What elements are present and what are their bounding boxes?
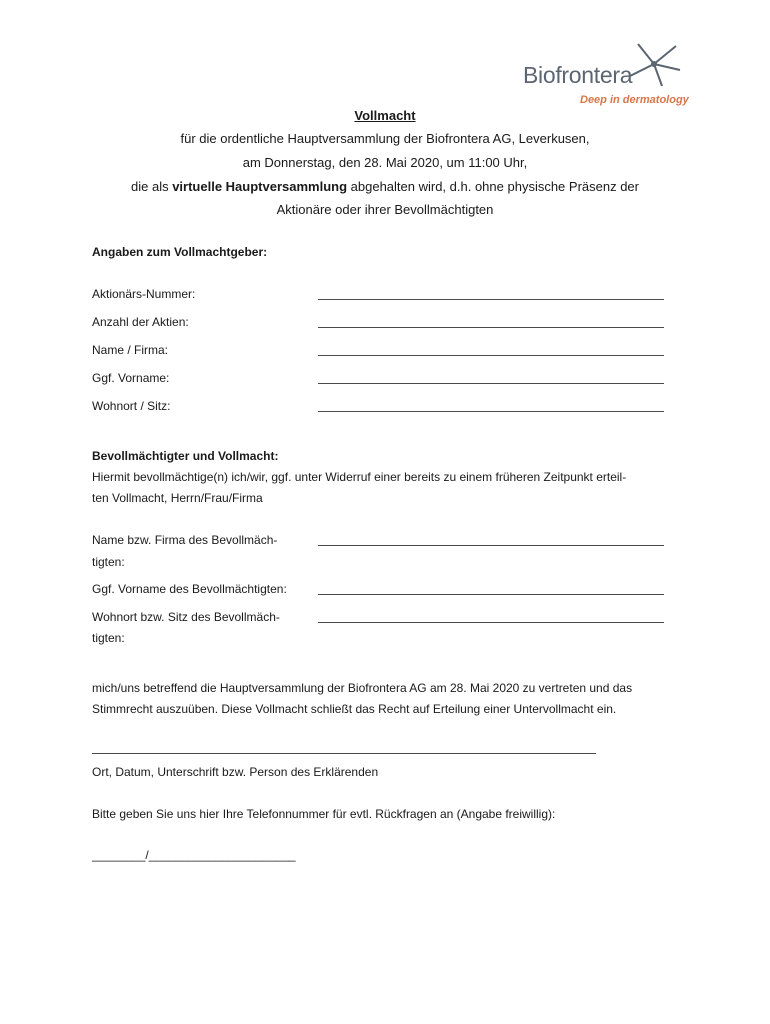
- logo-wordmark: Biofrontera: [523, 62, 633, 88]
- company-logo: [520, 42, 690, 112]
- field-label-first-name: Ggf. Vorname:: [92, 371, 170, 385]
- field-line-first-name[interactable]: [318, 383, 664, 384]
- star-logo-icon: [624, 42, 682, 88]
- field-line-share-count[interactable]: [318, 327, 664, 328]
- field-label-proxy-residence-2: tigten:: [92, 631, 125, 645]
- field-line-proxy-residence[interactable]: [318, 622, 664, 623]
- field-label-proxy-name-1: Name bzw. Firma des Bevollmäch-: [92, 533, 278, 547]
- field-label-shareholder-number: Aktionärs-Nummer:: [92, 287, 196, 301]
- field-label-name-company: Name / Firma:: [92, 343, 169, 357]
- section-heading-grantor: Angaben zum Vollmachtgeber:: [92, 245, 268, 259]
- section-heading-proxy: Bevollmächtigter und Vollmacht:: [92, 449, 279, 463]
- header-line-1: für die ordentliche Hauptversammlung der Biofrontera AG, Leverkusen,: [180, 131, 590, 146]
- header-line-3-bold: virtuelle Hauptversammlung: [172, 179, 348, 194]
- field-label-proxy-first-name: Ggf. Vorname des Bevollmächtigten:: [92, 582, 287, 596]
- phone-blank[interactable]: ________/______________________: [92, 848, 296, 862]
- signature-line[interactable]: [92, 753, 596, 754]
- logo-tagline: Deep in dermatology: [580, 94, 689, 106]
- header-line-3: [0, 179, 770, 194]
- field-label-residence: Wohnort / Sitz:: [92, 399, 171, 413]
- proxy-intro-line-2: ten Vollmacht, Herrn/Frau/Firma: [92, 491, 263, 505]
- proxy-intro-line-1: Hiermit bevollmächtige(n) ich/wir, ggf. unter Widerruf einer bereits zu einem früheren Zeitpunkt erteil-: [92, 470, 627, 484]
- header-line-3-post: abgehalten wird, d.h. ohne physische Präsenz der: [347, 179, 639, 194]
- document-title: Vollmacht: [354, 108, 416, 123]
- field-line-name-company[interactable]: [318, 355, 664, 356]
- field-line-proxy-first-name[interactable]: [318, 594, 664, 595]
- field-label-proxy-residence-1: Wohnort bzw. Sitz des Bevollmäch-: [92, 610, 280, 624]
- phone-prompt: Bitte geben Sie uns hier Ihre Telefonnummer für evtl. Rückfragen an (Angabe freiwillig):: [92, 807, 556, 821]
- field-line-proxy-name[interactable]: [318, 545, 664, 546]
- field-line-shareholder-number[interactable]: [318, 299, 664, 300]
- header-line-3-pre: die als: [131, 179, 173, 194]
- signature-caption: Ort, Datum, Unterschrift bzw. Person des Erklärenden: [92, 765, 379, 779]
- header-line-2: am Donnerstag, den 28. Mai 2020, um 11:00 Uhr,: [242, 155, 528, 170]
- header-line-4: Aktionäre oder ihrer Bevollmächtigten: [276, 202, 494, 217]
- closing-line-2: Stimmrecht auszuüben. Diese Vollmacht schließt das Recht auf Erteilung einer Untervollmacht ein.: [92, 702, 617, 716]
- field-label-share-count: Anzahl der Aktien:: [92, 315, 189, 329]
- closing-line-1: mich/uns betreffend die Hauptversammlung der Biofrontera AG am 28. Mai 2020 zu vertreten und das: [92, 681, 633, 695]
- field-label-proxy-name-2: tigten:: [92, 555, 125, 569]
- field-line-residence[interactable]: [318, 411, 664, 412]
